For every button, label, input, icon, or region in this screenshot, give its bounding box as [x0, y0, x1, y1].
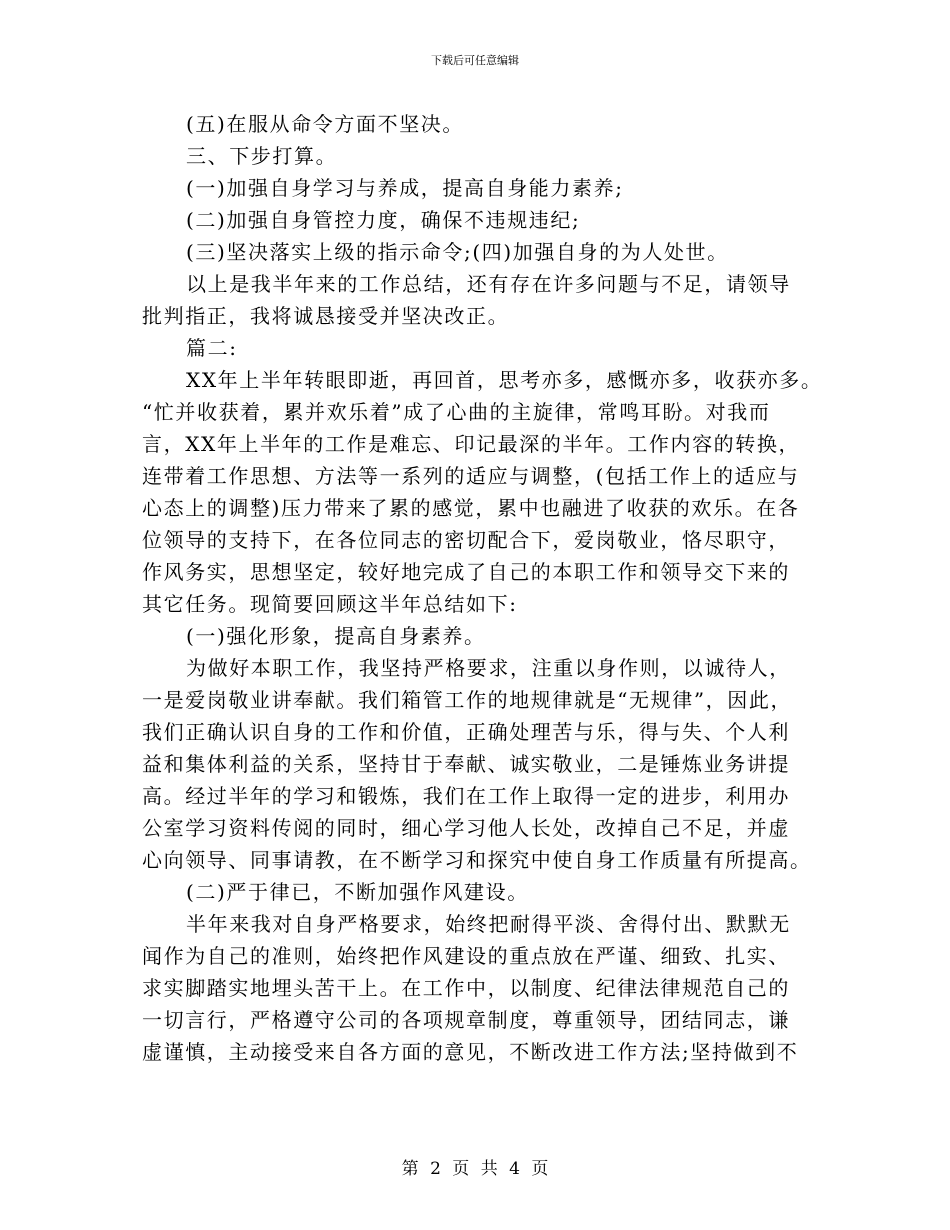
text-line: 公室学习资料传阅的同时，细心学习他人长处，改掉自己不足，并虚 — [142, 816, 790, 840]
text-line: XX年上半年转眼即逝，再回首，思考亦多，感慨亦多，收获亦多。 — [186, 368, 823, 392]
text-line: 半年来我对自身严格要求，始终把耐得平淡、舍得付出、默默无 — [186, 912, 791, 936]
text-line: (一)强化形象，提高自身素养。 — [186, 624, 486, 648]
text-line: 三、下步打算。 — [186, 144, 338, 168]
text-line: 心向领导、同事请教，在不断学习和探究中使自身工作质量有所提高。 — [142, 848, 812, 872]
text-line: 一切言行，严格遵守公司的各项规章制度，尊重领导，团结同志，谦 — [142, 1008, 790, 1032]
text-line: 闻作为自己的准则，始终把作风建设的重点放在严谨、细致、扎实、 — [142, 944, 790, 968]
text-line: 高。经过半年的学习和锻炼，我们在工作上取得一定的进步，利用办 — [142, 784, 790, 808]
text-line: 虚谨慎，主动接受来自各方面的意见，不断改进工作方法;坚持做到不 — [142, 1040, 799, 1064]
text-line: (一)加强自身学习与养成，提高自身能力素养; — [186, 176, 624, 200]
text-line: 一是爱岗敬业讲奉献。我们箱管工作的地规律就是“无规律”，因此， — [142, 688, 793, 712]
text-line: 作风务实，思想坚定，较好地完成了自己的本职工作和领导交下来的 — [142, 560, 790, 584]
text-line: (二)加强自身管控力度，确保不违规违纪; — [186, 208, 581, 232]
text-line: (五)在服从命令方面不坚决。 — [186, 112, 465, 136]
text-line: 以上是我半年来的工作总结，还有存在许多问题与不足，请领导 — [186, 272, 791, 296]
page-footer: 第 2 页 共 4 页 — [401, 1159, 549, 1179]
text-line: 其它任务。现简要回顾这半年总结如下: — [142, 592, 518, 616]
text-line: 我们正确认识自身的工作和价值，正确处理苦与乐，得与失、个人利 — [142, 720, 790, 744]
text-line: 为做好本职工作，我坚持严格要求，注重以身作则，以诚待人， — [186, 656, 791, 680]
text-line: 连带着工作思想、方法等一系列的适应与调整，(包括工作上的适应与 — [142, 464, 800, 488]
text-line: 篇二: — [186, 336, 238, 360]
page-header: 下载后可任意编辑 — [431, 54, 519, 67]
text-line: “忙并收获着，累并欢乐着”成了心曲的主旋律，常鸣耳盼。对我而 — [142, 400, 771, 424]
text-line: 位领导的支持下，在各位同志的密切配合下，爱岗敬业，恪尽职守， — [142, 528, 790, 552]
text-line: (三)坚决落实上级的指示命令;(四)加强自身的为人处世。 — [186, 240, 729, 264]
text-line: 言，XX年上半年的工作是难忘、印记最深的半年。工作内容的转换， — [142, 432, 801, 456]
text-line: 心态上的调整)压力带来了累的感觉，累中也融进了收获的欢乐。在各 — [142, 496, 800, 520]
document-body — [142, 108, 823, 1068]
text-line: 批判指正，我将诚恳接受并坚决改正。 — [142, 304, 510, 328]
text-line: (二)严于律已，不断加强作风建设。 — [186, 880, 529, 904]
text-line: 益和集体利益的关系，坚持甘于奉献、诚实敬业，二是锤炼业务讲提 — [142, 752, 790, 776]
text-line: 求实脚踏实地埋头苦干上。在工作中，以制度、纪律法律规范自己的 — [142, 976, 790, 1000]
